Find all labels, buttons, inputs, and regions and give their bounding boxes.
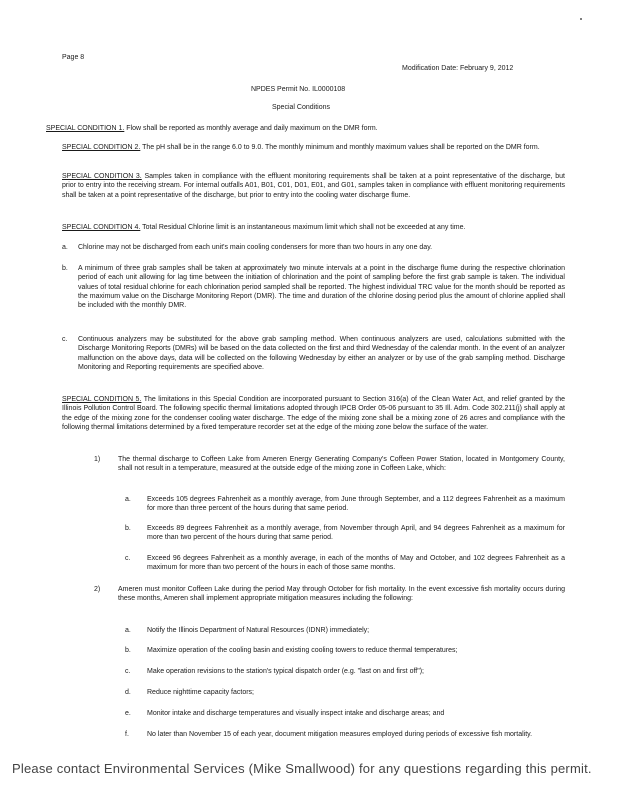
list-item: A minimum of three grab samples shall be taken at approximately two minute intervals at a point in the discharge flume during the respective chlorination period of each unit allowing for lag time between the initiation of chlorination and the point of sampling before the first grab sample is taken. The individual values of total residual chlorine for each chlorination period sampled shall be reported. The highest individual TRC value for the month should be reported as the maximum value on the Discharge Monitoring Report (DMR). The time and duration of the chlorine dosing period plus the amount of chlorine applied shall be included with the monthly DMR. bbox=[78, 265, 565, 310]
list-item: Exceeds 89 degrees Fahrenheit as a monthly average, from November through April, and 94 degrees Fahrenheit as a maximum for more than two percent of the hours during that same period. bbox=[147, 525, 565, 542]
list-item: No later than November 15 of each year, document mitigation measures employed during periods of excessive fish mortality. bbox=[147, 731, 533, 738]
list-marker: a. bbox=[125, 496, 131, 503]
condition-label: SPECIAL CONDITION 1. bbox=[46, 125, 125, 132]
list-marker: c. bbox=[125, 555, 131, 562]
list-marker: d. bbox=[125, 689, 131, 696]
condition-text: Samples taken in compliance with the effluent monitoring requirements shall be taken at a point representative of the discharge, but prior to entry into the receiving stream. For internal outfalls A01, B01, C01, D01, E01, and G01, samples taken in compliance with effluent monitoring requirements shall be taken at a point representative of the discharge, but prior to entry into the cooling water discharge flume. bbox=[62, 173, 566, 199]
modification-date: Modification Date: February 9, 2012 bbox=[402, 65, 514, 72]
list-marker: 2) bbox=[94, 586, 101, 593]
list-marker: f. bbox=[125, 731, 129, 738]
list-marker: a. bbox=[125, 627, 131, 634]
list-item: Monitor intake and discharge temperatures and visually inspect intake and discharge areas; and bbox=[147, 710, 445, 717]
list-item: The thermal discharge to Coffeen Lake from Ameren Energy Generating Company's Coffeen Power Station, located in Montgomery County, shall not result in a temperature, measured at the outside edge of the mixing zone in Coffeen Lake, which: bbox=[118, 456, 565, 473]
condition-text: The pH shall be in the range 6.0 to 9.0. The monthly minimum and monthly maximum values shall be reported on the DMR form. bbox=[142, 144, 540, 151]
special-condition-4 bbox=[62, 223, 565, 232]
list-item: Chlorine may not be discharged from each unit's main cooling condensers for more than two hours in any one day. bbox=[78, 244, 433, 251]
list-marker: b. bbox=[125, 525, 131, 532]
condition-text: The limitations in this Special Condition are incorporated pursuant to Section 316(a) of the Clean Water Act, and relief granted by the Illinois Pollution Control Board. The following specific thermal limitations adopted through IPCB Order 05-06 pursuant to 35 Ill. Adm. Code 302.211(j) shall apply at the edge of the mixing zone for the condenser cooling water discharge. The edge of the mixing zone shall be a mixing zone of 26 acres and compliance with the following thermal limitations determined by a fixed temperature recorder set at the edge of the mixing zone below the surface of the water. bbox=[62, 396, 566, 431]
list-item: Exceed 96 degrees Fahrenheit as a monthly average, in each of the months of May and October, and 102 degrees Fahrenheit as a maximum for more than two percent of the hours in each of those same months. bbox=[147, 555, 565, 572]
list-marker: 1) bbox=[94, 456, 101, 463]
condition-label: SPECIAL CONDITION 2. bbox=[62, 144, 141, 151]
list-marker: b. bbox=[125, 647, 131, 654]
section-title: Special Conditions bbox=[272, 104, 330, 111]
condition-label: SPECIAL CONDITION 5. bbox=[62, 396, 142, 403]
permit-number: NPDES Permit No. IL0000108 bbox=[251, 86, 346, 93]
scan-speck bbox=[580, 18, 582, 20]
list-marker: c. bbox=[62, 336, 68, 343]
condition-label: SPECIAL CONDITION 3. bbox=[62, 173, 142, 180]
page-number: Page 8 bbox=[62, 54, 85, 61]
list-item: Maximize operation of the cooling basin and existing cooling towers to reduce thermal temperatures; bbox=[147, 647, 458, 654]
list-item: Ameren must monitor Coffeen Lake during the period May through October for fish mortality. In the event excessive fish mortality occurs during these months, Ameren shall implement appropriate mitigation measures including the following: bbox=[118, 586, 565, 603]
list-marker: c. bbox=[125, 668, 131, 675]
list-marker: b. bbox=[62, 265, 68, 272]
special-condition-3 bbox=[62, 172, 565, 200]
list-item: Continuous analyzers may be substituted for the above grab sampling method. When continuous analyzers are used, calculations submitted with the Discharge Monitoring Reports (DMRs) will be based on the data collected on the first and third Wednesday of the calendar month. In the event of an analyzer malfunction on the above days, data will be collected on the following Wednesday by either an analyzer or by use of the grab sampling method. Discharge Monitoring and Reporting requirements are specified above. bbox=[78, 336, 565, 371]
list-item: Exceeds 105 degrees Fahrenheit as a monthly average, from June through September, and a 112 degrees Fahrenheit as a maximum for more than three percent of the hours during that same period. bbox=[147, 496, 565, 513]
condition-label: SPECIAL CONDITION 4. bbox=[62, 224, 141, 231]
contact-footer: Please contact Environmental Services (Mike Smallwood) for any questions regarding this permit. bbox=[12, 761, 592, 776]
special-condition-5 bbox=[62, 395, 565, 432]
special-condition-2 bbox=[62, 143, 565, 152]
list-marker: a. bbox=[62, 244, 68, 251]
list-item: Make operation revisions to the station's typical dispatch order (e.g. "last on and first off"); bbox=[147, 668, 424, 675]
condition-text: Total Residual Chlorine limit is an instantaneous maximum limit which shall not be exceeded at any time. bbox=[142, 224, 466, 231]
condition-text: Flow shall be reported as monthly average and daily maximum on the DMR form. bbox=[126, 125, 378, 132]
list-item: Notify the Illinois Department of Natural Resources (IDNR) immediately; bbox=[147, 627, 370, 634]
special-condition-1 bbox=[46, 124, 566, 133]
list-item: Reduce nighttime capacity factors; bbox=[147, 689, 254, 696]
list-marker: e. bbox=[125, 710, 131, 717]
